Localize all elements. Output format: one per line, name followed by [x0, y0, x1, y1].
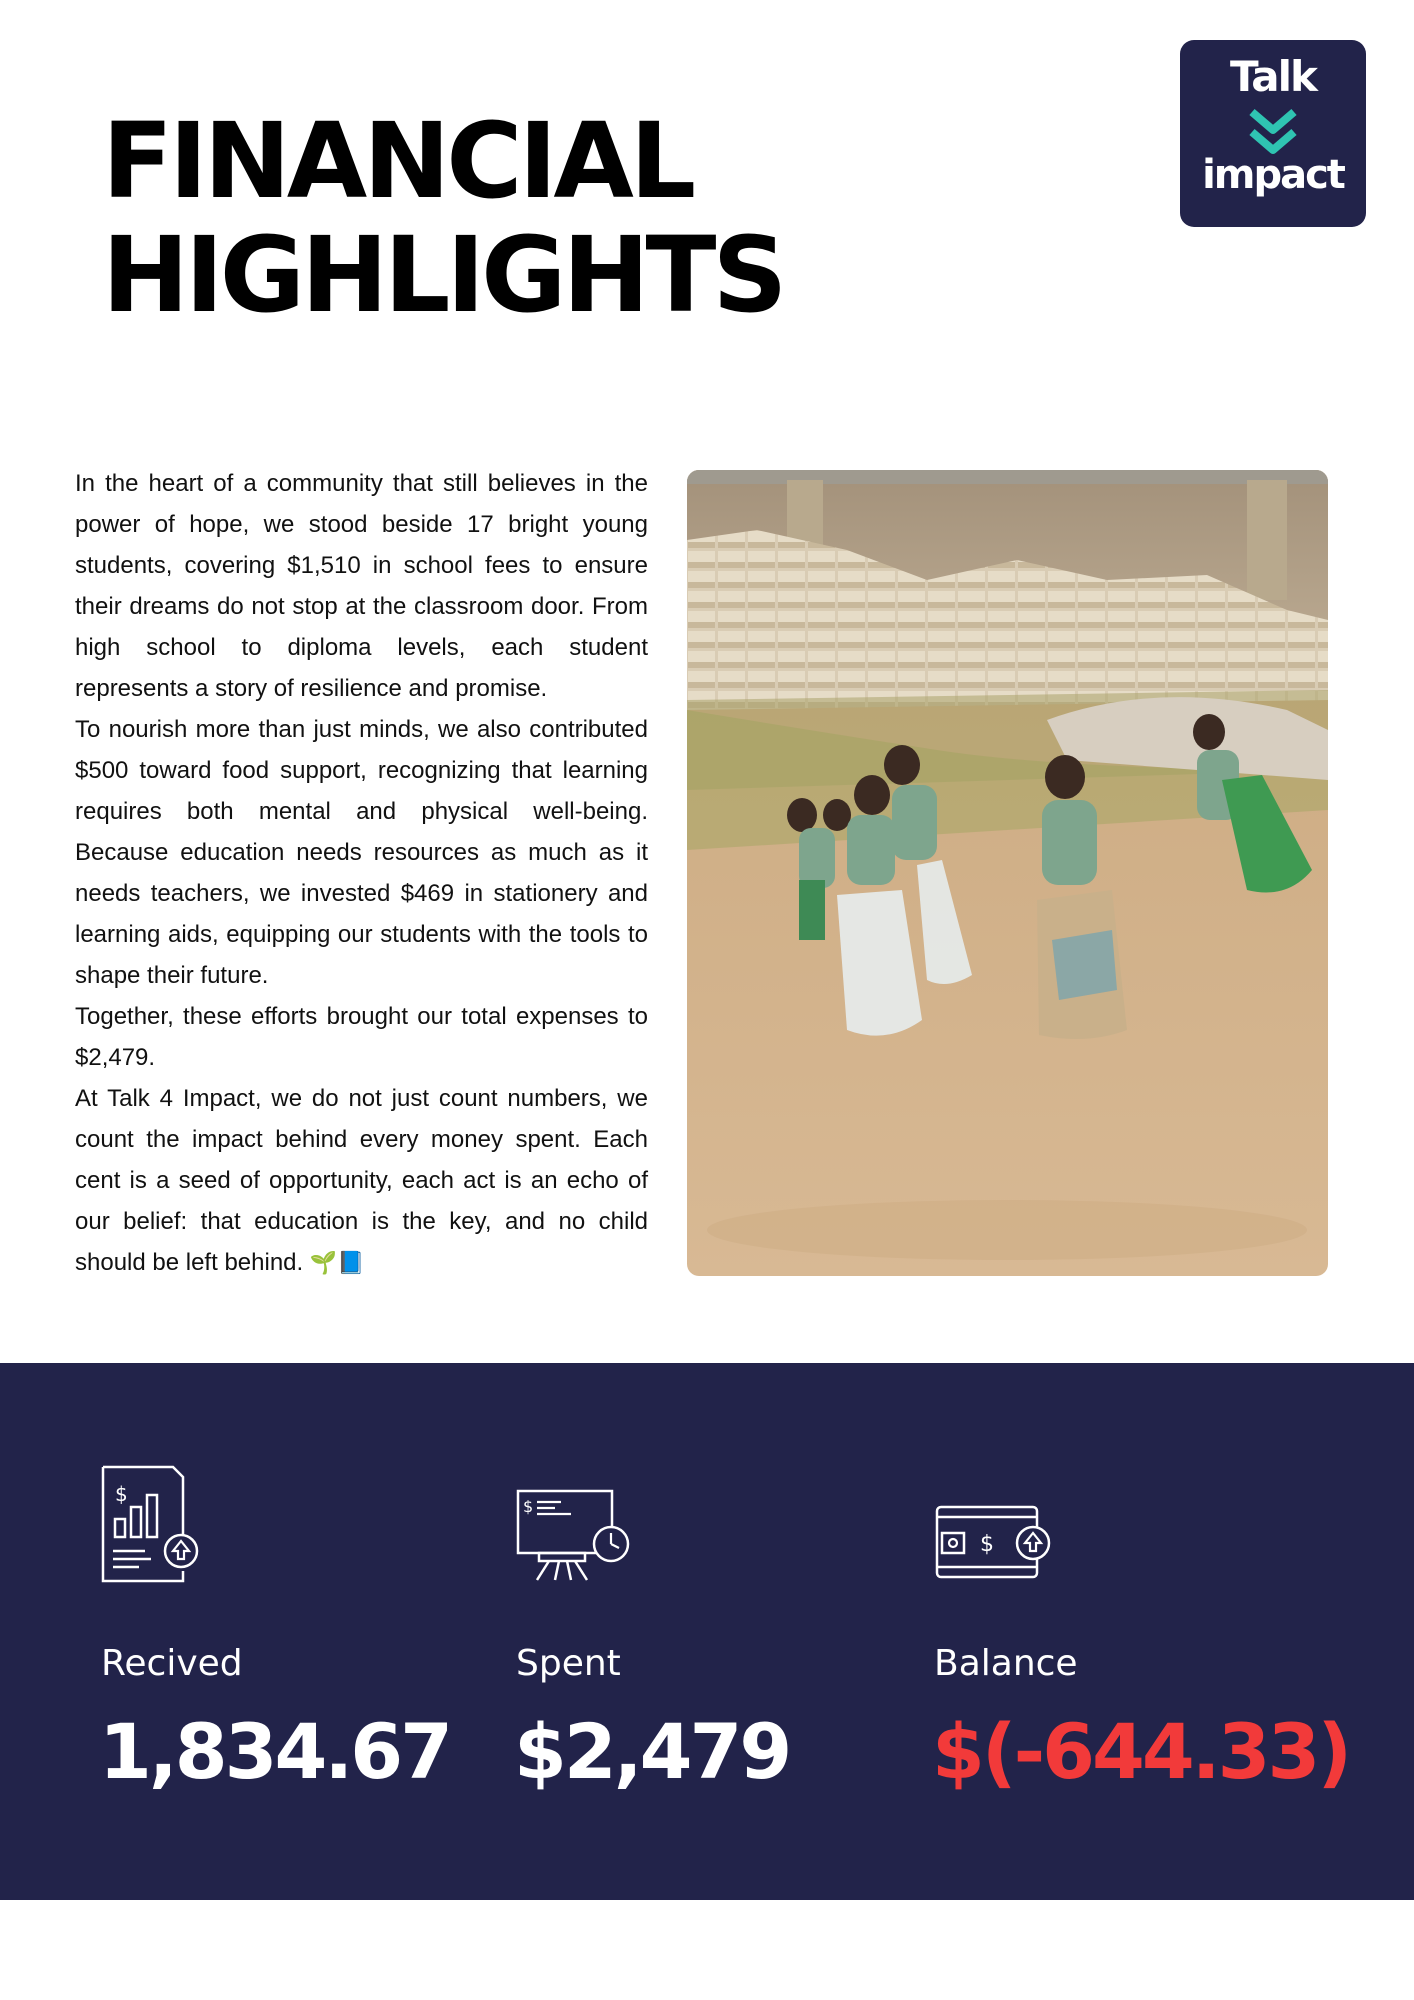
title-line-1: FINANCIAL — [102, 100, 693, 222]
svg-text:$: $ — [115, 1482, 128, 1506]
double-chevron-down-icon — [1246, 106, 1300, 158]
paragraph-1: In the heart of a community that still believes in the power of hope, we stood beside 17 bright young students, covering $1,510 in school fees to ensure their dreams do not stop at the classroom door. From high school to diploma levels, each student represents a story of resilience and promise. — [75, 470, 648, 702]
report-chart-upload-icon — [99, 1463, 201, 1585]
page-title — [102, 100, 784, 336]
body-text — [75, 463, 648, 1284]
spent-label: Spent — [516, 1643, 621, 1684]
paragraph-3: Together, these efforts brought our total expenses to $2,479. — [75, 1003, 648, 1071]
logo-text-top: Talk — [1230, 52, 1316, 101]
seedling-icon: 🌱 — [309, 1251, 338, 1276]
spent-value: $2,479 — [514, 1707, 790, 1796]
presentation-board-clock-icon — [515, 1488, 631, 1584]
talk4impact-logo — [1180, 40, 1366, 227]
received-value: 1,834.67 — [99, 1707, 451, 1796]
paragraph-2: To nourish more than just minds, we also contributed $500 toward food support, recognizing that learning requires both mental and physical well-being. Because education needs resources as much as it needs teachers, we invested $469 in stationery and learning aids, equipping our students with the tools to shape their future. — [75, 716, 648, 989]
balance-value: $(-644.33) — [932, 1707, 1350, 1796]
logo-text-bottom: impact — [1202, 152, 1344, 198]
children-sack-race-photo — [687, 470, 1328, 1276]
photo-illustration — [687, 470, 1328, 1276]
book-icon: 📘 — [337, 1251, 365, 1276]
financial-summary-band — [0, 1363, 1414, 1900]
wallet-dollar-upload-icon — [934, 1503, 1054, 1583]
paragraph-4-text: At Talk 4 Impact, we do not just count numbers, we count the impact behind every money spent. Each cent is a seed of opportunity, each act is an echo of our belief: that education is the key, and no child should be left behind. — [75, 1085, 648, 1276]
svg-text:$: $ — [980, 1532, 994, 1557]
svg-text:$: $ — [523, 1497, 534, 1516]
balance-label: Balance — [934, 1643, 1078, 1684]
received-label: Recived — [101, 1643, 243, 1684]
paragraph-4 — [75, 1078, 648, 1284]
title-line-2: HIGHLIGHTS — [102, 214, 784, 336]
